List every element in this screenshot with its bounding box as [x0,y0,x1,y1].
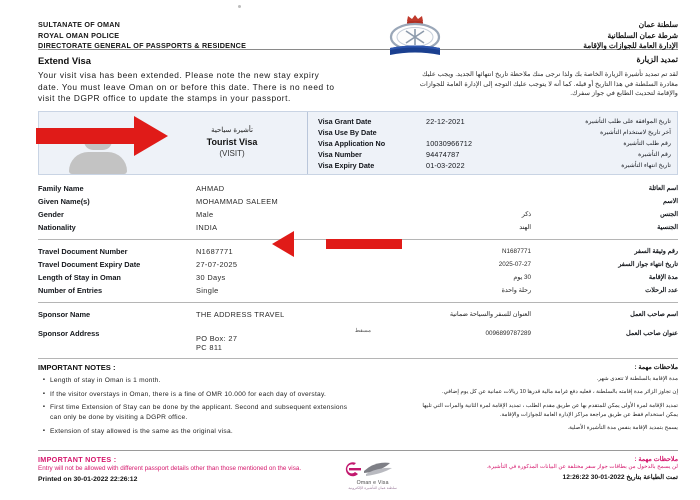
footer-divider [38,450,678,451]
notes-top-divider [38,358,678,359]
sponsor-contact-number: 0096899787289 [485,329,531,337]
visa-number-label-arabic: رقم التأشيرة [638,151,671,159]
family-name-label-arabic: اسم العائلة [648,184,678,192]
intro-text-arabic: لقد تم تمديد تأشيرة الزيارة الخاصة بك ولذا نرجى منك ملاحظة تاريخ انتهائها الجديد. ويجب عليك مغادرة السلطنة في هذا التاريخ أو قبله. كما أنه لا يتوجب عليك التوجه إلى الإدارة العامة للجوازات والإقامة لتحديث الطابع في جواز سفرك. [419,71,678,98]
gender-value-arabic: ذكر [521,210,531,218]
visa-expiry-date-label: Visa Expiry Date [318,161,375,171]
visa-number-label: Visa Number [318,150,362,160]
footer-arabic [415,455,678,481]
visa-grant-date-label: Visa Grant Date [318,116,372,126]
footer-title: IMPORTANT NOTES : [38,455,117,464]
applicant-photo-placeholder-icon [67,122,129,174]
table-row [38,271,678,284]
travel-document-number-value: N1687771 [196,246,233,256]
applicant-details-table [38,182,678,353]
family-name-label: Family Name [38,183,84,193]
travel-document-expiry-label: Travel Document Expiry Date [38,259,141,269]
family-name-value-arabic [371,182,531,195]
list-item [38,403,350,422]
visa-type-english: Tourist Visa [206,137,258,147]
details-divider-1 [38,239,678,240]
visa-expiry-date-value: 01-03-2022 [426,161,465,171]
document-footer [0,455,700,490]
visa-grant-date-value: 22-12-2021 [426,116,465,126]
sponsor-address-city-arabic: مسقط [354,327,371,334]
important-notes-arabic [418,363,678,440]
length-of-stay-label-arabic: مدة الإقامة [648,273,678,281]
avatar-body [69,152,127,174]
title-block [0,50,700,66]
footer-title-arabic: ملاحظات مهمة : [634,456,679,463]
visa-type-arabic: تأشيرة سياحية [211,127,253,134]
visa-field-values [426,116,518,170]
sponsor-name-value: THE ADDRESS TRAVEL [196,309,285,319]
printed-timestamp: Printed on 30-01-2022 22:26:12 [38,475,138,483]
table-row [38,221,678,234]
avatar-head [84,128,112,150]
length-of-stay-value-arabic: 30 يوم [513,273,531,281]
table-row [38,284,678,297]
list-item [38,427,350,437]
table-row [38,182,678,195]
visa-grant-date-label-arabic: تاريخ الموافقة على طلب التأشيرة [585,117,671,125]
number-of-entries-label-arabic: عدد الرحلات [645,286,678,294]
logo-caption-sub: سلطنة عمان للتأشيرة الإلكترونية [348,486,397,490]
bullet-icon: ▪ [42,427,46,434]
visa-expiry-date-label-arabic: تاريخ انتهاء التأشيرة [621,162,671,170]
nationality-label: Nationality [38,222,76,232]
list-item [38,390,350,400]
footer-body-arabic: لن يسمح بالدخول من بطاقات جواز سفر مختلفة عن البيانات المذكورة في التأشيرة. [486,464,679,470]
number-of-entries-value: Single [196,285,219,295]
printed-timestamp-arabic: تمت الطباعة بتاريخ 2022-01-30 12:26:22 [562,473,679,481]
important-notes-title-arabic: ملاحظات مهمة : [634,364,678,372]
sponsor-address-label-arabic: عنوان صاحب العمل [625,329,678,337]
travel-document-expiry-label-arabic: تاريخ انتهاء جواز السفر [618,260,678,268]
note-text: First time Extension of Stay can be done by the applicant. Second and subsequent extensions can only be done by visiting a DGPR office. [50,404,348,422]
visa-use-by-date-label-arabic: آخر تاريخ لاستخدام التأشيرة [600,128,671,136]
list-item: مدة الإقامة بالسلطنة لا تتعدى شهر. [596,376,678,383]
list-item: يسمح بتمديد الإقامة بنفس مدة التأشيرة الأصلية. [567,425,678,432]
travel-document-expiry-value-arabic: 2025-07-27 [498,260,531,268]
given-names-label-arabic: الاسم [662,197,678,205]
important-notes-english [38,363,350,440]
visa-type-subtitle: (VISIT) [219,149,245,158]
gender-value: Male [196,209,214,219]
document-header [0,0,700,50]
visa-application-no-label: Visa Application No [318,138,386,148]
visa-number-value: 94474787 [426,150,460,160]
bullet-icon: ▪ [42,390,46,397]
given-names-value-arabic [371,195,531,208]
nationality-value-arabic: الهند [519,223,531,231]
travel-document-number-value-arabic: N1687771 [501,247,531,255]
org-ar-line-3: الإدارة العامة للجوازات والإقامة [583,41,678,50]
organization-name-english [38,16,246,52]
number-of-entries-value-arabic: رحلة واحدة [501,286,531,294]
table-row [38,195,678,208]
sponsor-address-value [196,327,371,353]
list-item: تمديد الإقامة لمرة الأولى يمكن للمتقدم بها عن طريق مقدم الطلب ، تمديد الإقامة لمرة الثانية والمرات التي تليها يمكن استخدام فقط عن طريق مراجعة مراكز الإدارة العامة للجوازات والإقامة. [422,402,678,418]
sponsor-address-line-1: PO Box: 27 [196,334,238,344]
table-row [38,245,678,258]
page-title: Extend Visa [38,55,91,66]
visa-application-no-label-arabic: رقم طلب التأشيرة [623,139,671,147]
visa-field-labels [318,116,422,170]
travel-document-number-label-arabic: رقم وثيقة السفر [634,247,678,255]
visa-use-by-date-value [426,127,518,138]
list-item [38,376,350,386]
table-row [38,258,678,271]
family-name-value: AHMAD [196,183,225,193]
org-ar-line-2: شرطة عمان السلطانية [607,30,678,40]
logo-caption: Oman e Visa [356,480,389,486]
gender-label-arabic: الجنس [660,210,678,218]
logo-mark [342,457,404,479]
royal-oman-police-emblem-icon [380,12,450,58]
nationality-label-arabic: الجنسية [657,223,678,231]
intro-block [0,66,700,105]
list-item: إن تجاوز الزائر مدة إقامته بالسلطنة ، فعليه دفع غرامة مالية قدرها 10 ريالات عمانية عن كل يوم إضافي. [442,389,678,396]
gender-label: Gender [38,209,64,219]
oman-e-visa-logo-icon [331,455,415,490]
sponsor-name-label-arabic: اسم صاحب العمل [630,310,678,318]
length-of-stay-value: 30 Days [196,272,226,282]
note-text: Extension of stay allowed is the same as the original visa. [50,427,233,435]
page-title-arabic: تمديد الزيارة [636,55,678,64]
sponsor-name-label: Sponsor Name [38,309,91,319]
length-of-stay-label: Length of Stay in Oman [38,272,121,282]
visa-field-labels-arabic [522,116,671,170]
org-line-2: ROYAL OMAN POLICE [38,30,120,40]
visa-application-no-value: 10030966712 [426,138,473,148]
important-notes-section [38,363,678,440]
applicant-photo-cell [39,112,157,174]
table-row [38,308,678,321]
bullet-icon: ▪ [42,404,46,411]
given-names-label: Given Name(s) [38,196,90,206]
number-of-entries-label: Number of Entries [38,285,103,295]
visa-type-cell [157,112,307,174]
details-divider-2 [38,302,678,303]
note-text: If the visitor overstays in Oman, there is a fine of OMR 10.000 for each day of overstay. [50,390,327,398]
footer-english [38,455,331,483]
organization-name-arabic [583,16,678,52]
org-ar-line-1: سلطنة عمان [638,20,678,29]
travel-document-number-label: Travel Document Number [38,246,128,256]
given-names-value: MOHAMMAD SALEEM [196,196,279,206]
visa-use-by-date-label: Visa Use By Date [318,127,377,137]
table-row [38,327,678,353]
sponsor-address-label: Sponsor Address [38,328,100,338]
visa-fields-table [307,112,677,174]
visa-summary-panel [38,111,678,175]
important-notes-title: IMPORTANT NOTES : [38,363,116,373]
note-text: Length of stay in Oman is 1 month. [50,377,161,385]
nationality-value: INDIA [196,222,218,232]
org-line-1: SULTANATE OF OMAN [38,20,121,29]
bullet-icon: ▪ [42,377,46,384]
org-line-3: DIRECTORATE GENERAL OF PASSPORTS & RESIDENCE [38,41,247,50]
footer-body: Entry will not be allowed with different passport details other than those mentioned on the visa. [38,465,302,472]
sponsor-name-value-arabic: العنوان للسفر والسياحة ضمانية [449,310,531,318]
intro-text-english: Your visit visa has been extended. Please note the new stay expiry date. You must leave Oman on or before this date. There is no need to visit the DGPR office to update the stamps in your passport. [38,70,335,103]
sponsor-address-line-2: PC 811 [196,342,223,352]
table-row [38,208,678,221]
travel-document-expiry-value: 27-07-2025 [196,259,238,269]
